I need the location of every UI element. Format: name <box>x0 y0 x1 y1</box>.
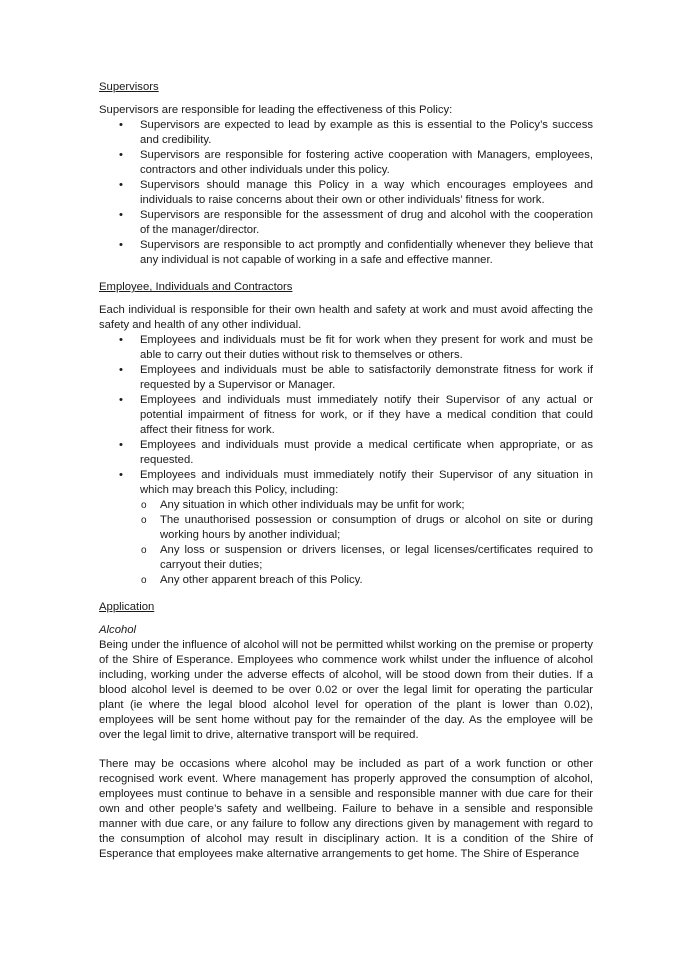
section-heading: Application <box>99 601 155 613</box>
list-item: • Supervisors are responsible to act promptly and confidentially whenever they believe that any individual is not capable of working in a safe and effective manner. <box>119 239 593 266</box>
list-item: • Employees and individuals must provide a medical certificate when appropriate, or as requested. <box>119 439 593 466</box>
page-content <box>99 80 593 874</box>
bullet-icon: • <box>119 439 123 451</box>
section-supervisors <box>99 80 593 268</box>
list-item: • Employees and individuals must immediately notify their Supervisor of any actual or potential impairment of fitness for work, or if they have a medical condition that could affect their fitness for work. <box>119 394 593 436</box>
list-item: • Employees and individuals must be fit for work when they present for work and must be able to carry out their duties without risk to themselves or others. <box>119 334 593 361</box>
section-intro: Each individual is responsible for their own health and safety at work and must avoid affecting the safety and health of any other individual. <box>99 304 593 331</box>
sub-list-item: o Any loss or suspension or drivers licenses, or legal licenses/certificates required to carryout their duties; <box>141 544 593 571</box>
bullet-icon: • <box>119 209 123 221</box>
list-item: • Employees and individuals must immediately notify their Supervisor of any situation in which may breach this Policy, including: o Any situation in which other individuals may be unfit for work; o The unauthorised possession or consumption of drugs or alcohol on site or during working hours by another individual; o Any loss or suspension or drivers licenses, or legal licenses/certificates required to carryout their duties; o Any other apparent breach of this Policy. <box>99 468 593 588</box>
bullet-icon: • <box>119 334 123 346</box>
list-item: • Supervisors are responsible for the assessment of drug and alcohol with the cooperation of the manager/director. <box>119 209 593 236</box>
section-heading: Employee, Individuals and Contractors <box>99 281 293 293</box>
paragraph: There may be occasions where alcohol may be included as part of a work function or other recognised work event. Where management has properly approved the consumption of alcohol, employees must continue to behave in a sensible and responsible manner with due care for their own and other people’s safety and wellbeing. Failure to behave in a sensible and responsible manner with due care, or any failure to follow any directions given by management with regard to the consumption of alcohol may result in disciplinary action. It is a condition of the Shire of Esperance that employees make alternative arrangements to get home. The Shire of Esperance <box>99 758 593 860</box>
list-item: • Supervisors are expected to lead by example as this is essential to the Policy’s success and credibility. <box>119 119 593 146</box>
section-heading: Supervisors <box>99 81 159 93</box>
bullet-icon: • <box>119 394 123 406</box>
list-item: • Supervisors are responsible for fostering active cooperation with Managers, employees, contractors and other individuals under this policy. <box>119 149 593 176</box>
sub-bullet-list <box>140 498 593 588</box>
bullet-icon: • <box>119 364 123 376</box>
section-application <box>99 600 593 862</box>
circle-bullet-icon: o <box>141 575 147 586</box>
bullet-list <box>99 118 593 268</box>
sub-list-item: o The unauthorised possession or consumption of drugs or alcohol on site or during working hours by another individual; <box>141 514 593 541</box>
bullet-icon: • <box>119 179 123 191</box>
bullet-icon: • <box>119 239 123 251</box>
circle-bullet-icon: o <box>141 545 147 556</box>
bullet-icon: • <box>119 119 123 131</box>
sub-list-item: o Any other apparent breach of this Policy. <box>141 574 363 586</box>
list-item: • Employees and individuals must be able to satisfactorily demonstrate fitness for work if requested by a Supervisor or Manager. <box>119 364 593 391</box>
section-intro: Supervisors are responsible for leading the effectiveness of this Policy: <box>99 104 453 116</box>
circle-bullet-icon: o <box>141 515 147 526</box>
bullet-icon: • <box>119 469 123 481</box>
sub-list-item: o Any situation in which other individuals may be unfit for work; <box>141 499 465 511</box>
section-employees <box>99 280 593 588</box>
list-item: • Supervisors should manage this Policy in a way which encourages employees and individuals to raise concerns about their own or other individuals’ fitness for work. <box>119 179 593 206</box>
circle-bullet-icon: o <box>141 500 147 511</box>
subheading-alcohol: Alcohol <box>99 624 137 636</box>
bullet-list <box>99 333 593 588</box>
bullet-icon: • <box>119 149 123 161</box>
paragraph: Being under the influence of alcohol will not be permitted whilst working on the premise or property of the Shire of Esperance. Employees who commence work whilst under the influence of alcohol including, working under the adverse effects of alcohol, will be stood down from their duties. If a blood alcohol level is deemed to be over 0.02 or over the legal limit for operating the particular plant (ie where the legal blood alcohol level for operation of the plant is lower than 0.02), employees will be sent home without pay for the remainder of the day. As the employee will be over the legal limit to drive, alternative transport will be required. <box>99 639 593 741</box>
